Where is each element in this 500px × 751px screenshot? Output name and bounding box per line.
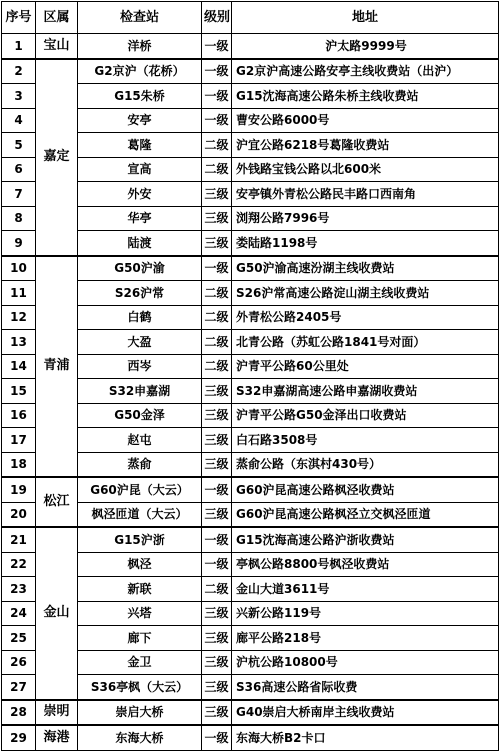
row-number: 3 — [2, 84, 36, 109]
district-cell: 宝山 — [36, 34, 78, 59]
row-number: 5 — [2, 133, 36, 158]
row-number: 16 — [2, 403, 36, 428]
address-cell: 沪太路9999号 — [232, 34, 499, 59]
level-cell: 一级 — [202, 552, 232, 577]
address-cell: 娄陆路1198号 — [232, 231, 499, 256]
level-cell: 三级 — [202, 626, 232, 651]
level-cell: 三级 — [202, 675, 232, 700]
row-number: 4 — [2, 108, 36, 133]
address-cell: 外钱路宝钱公路以北600米 — [232, 157, 499, 182]
level-cell: 一级 — [202, 84, 232, 109]
station-name: 新联 — [78, 577, 202, 602]
station-name: 陆渡 — [78, 231, 202, 256]
station-name: G50金泽 — [78, 403, 202, 428]
table-row — [2, 256, 499, 281]
level-cell: 三级 — [202, 452, 232, 477]
row-number: 27 — [2, 675, 36, 700]
address-cell: G15沈海高速公路沪浙收费站 — [232, 527, 499, 552]
address-cell: 北青公路（苏虹公路1841号对面） — [232, 330, 499, 355]
address-cell: 白石路3508号 — [232, 428, 499, 453]
address-cell: 沪杭公路10800号 — [232, 650, 499, 675]
district-cell: 海港 — [36, 725, 78, 750]
level-cell: 三级 — [202, 231, 232, 256]
station-name: S36亭枫（大云） — [78, 675, 202, 700]
address-cell: G2京沪高速公路安亭主线收费站（出沪） — [232, 59, 499, 84]
address-cell: S26沪常高速公路淀山湖主线收费站 — [232, 281, 499, 306]
address-cell: G15沈海高速公路朱桥主线收费站 — [232, 84, 499, 109]
level-cell: 二级 — [202, 133, 232, 158]
level-cell: 三级 — [202, 379, 232, 404]
level-cell: 二级 — [202, 330, 232, 355]
table-row — [2, 477, 499, 502]
row-number: 11 — [2, 281, 36, 306]
table-row — [2, 527, 499, 552]
address-cell: G40崇启大桥南岸主线收费站 — [232, 700, 499, 726]
table-row — [2, 59, 499, 84]
table-row — [2, 700, 499, 726]
header-district: 区属 — [36, 2, 78, 34]
station-name: G60沪昆（大云） — [78, 477, 202, 502]
row-number: 2 — [2, 59, 36, 84]
station-name: G2京沪（花桥） — [78, 59, 202, 84]
station-name: 东海大桥 — [78, 725, 202, 750]
level-cell: 三级 — [202, 428, 232, 453]
district-cell: 青浦 — [36, 256, 78, 478]
table-row — [2, 34, 499, 59]
station-name: 安亭 — [78, 108, 202, 133]
row-number: 12 — [2, 305, 36, 330]
header-row — [2, 2, 499, 34]
row-number: 13 — [2, 330, 36, 355]
header-address: 地址 — [232, 2, 499, 34]
level-cell: 二级 — [202, 305, 232, 330]
level-cell: 一级 — [202, 59, 232, 84]
address-cell: 金山大道3611号 — [232, 577, 499, 602]
station-name: 葛隆 — [78, 133, 202, 158]
level-cell: 三级 — [202, 601, 232, 626]
row-number: 10 — [2, 256, 36, 281]
level-cell: 三级 — [202, 182, 232, 207]
row-number: 28 — [2, 700, 36, 726]
level-cell: 二级 — [202, 354, 232, 379]
row-number: 17 — [2, 428, 36, 453]
station-name: 蒸俞 — [78, 452, 202, 477]
station-name: 枫泾 — [78, 552, 202, 577]
station-name: 宣高 — [78, 157, 202, 182]
address-cell: 沪青平公路G50金泽出口收费站 — [232, 403, 499, 428]
level-cell: 一级 — [202, 527, 232, 552]
station-name: 洋桥 — [78, 34, 202, 59]
level-cell: 三级 — [202, 403, 232, 428]
address-cell: 廊平公路218号 — [232, 626, 499, 651]
row-number: 24 — [2, 601, 36, 626]
station-name: 廊下 — [78, 626, 202, 651]
level-cell: 一级 — [202, 256, 232, 281]
row-number: 15 — [2, 379, 36, 404]
address-cell: 蒸俞公路（东淇村430号） — [232, 452, 499, 477]
row-number: 9 — [2, 231, 36, 256]
row-number: 8 — [2, 206, 36, 231]
address-cell: 亭枫公路8800号枫泾收费站 — [232, 552, 499, 577]
station-name: 金卫 — [78, 650, 202, 675]
level-cell: 一级 — [202, 725, 232, 750]
station-name: S26沪常 — [78, 281, 202, 306]
address-cell: S36高速公路省际收费 — [232, 675, 499, 700]
station-name: 大盈 — [78, 330, 202, 355]
row-number: 25 — [2, 626, 36, 651]
row-number: 6 — [2, 157, 36, 182]
level-cell: 一级 — [202, 34, 232, 59]
level-cell: 三级 — [202, 700, 232, 726]
address-cell: 外青松公路2405号 — [232, 305, 499, 330]
address-cell: 沪宜公路6218号葛隆收费站 — [232, 133, 499, 158]
address-cell: 兴新公路119号 — [232, 601, 499, 626]
address-cell: 安亭镇外青松公路民丰路口西南角 — [232, 182, 499, 207]
station-name: G15朱桥 — [78, 84, 202, 109]
level-cell: 一级 — [202, 108, 232, 133]
station-name: 赵屯 — [78, 428, 202, 453]
station-name: 华亭 — [78, 206, 202, 231]
level-cell: 三级 — [202, 502, 232, 527]
level-cell: 三级 — [202, 650, 232, 675]
station-name: 外安 — [78, 182, 202, 207]
station-name: S32申嘉湖 — [78, 379, 202, 404]
station-name: 崇启大桥 — [78, 700, 202, 726]
station-name: 枫泾匝道（大云） — [78, 502, 202, 527]
level-cell: 二级 — [202, 157, 232, 182]
station-name: 兴塔 — [78, 601, 202, 626]
row-number: 19 — [2, 477, 36, 502]
row-number: 26 — [2, 650, 36, 675]
address-cell: 曹安公路6000号 — [232, 108, 499, 133]
row-number: 7 — [2, 182, 36, 207]
address-cell: 东海大桥B2卡口 — [232, 725, 499, 750]
address-cell: S32申嘉湖高速公路申嘉湖收费站 — [232, 379, 499, 404]
district-cell: 嘉定 — [36, 59, 78, 256]
address-cell: 浏翔公路7996号 — [232, 206, 499, 231]
checkpoint-table — [1, 1, 499, 751]
row-number: 23 — [2, 577, 36, 602]
station-name: G50沪渝 — [78, 256, 202, 281]
row-number: 22 — [2, 552, 36, 577]
header-level: 级别 — [202, 2, 232, 34]
level-cell: 一级 — [202, 477, 232, 502]
station-name: 白鹤 — [78, 305, 202, 330]
header-no: 序号 — [2, 2, 36, 34]
address-cell: 沪青平公路60公里处 — [232, 354, 499, 379]
level-cell: 三级 — [202, 206, 232, 231]
table-body — [2, 34, 499, 751]
header-station: 检查站 — [78, 2, 202, 34]
row-number: 1 — [2, 34, 36, 59]
row-number: 21 — [2, 527, 36, 552]
level-cell: 二级 — [202, 577, 232, 602]
level-cell: 二级 — [202, 281, 232, 306]
row-number: 18 — [2, 452, 36, 477]
station-name: G15沪浙 — [78, 527, 202, 552]
table-row — [2, 725, 499, 750]
district-cell: 崇明 — [36, 700, 78, 726]
district-cell: 金山 — [36, 527, 78, 700]
row-number: 20 — [2, 502, 36, 527]
address-cell: G60沪昆高速公路枫泾收费站 — [232, 477, 499, 502]
address-cell: G50沪渝高速汾湖主线收费站 — [232, 256, 499, 281]
address-cell: G60沪昆高速公路枫泾立交枫泾匝道 — [232, 502, 499, 527]
row-number: 14 — [2, 354, 36, 379]
row-number: 29 — [2, 725, 36, 750]
station-name: 西岑 — [78, 354, 202, 379]
district-cell: 松江 — [36, 477, 78, 527]
